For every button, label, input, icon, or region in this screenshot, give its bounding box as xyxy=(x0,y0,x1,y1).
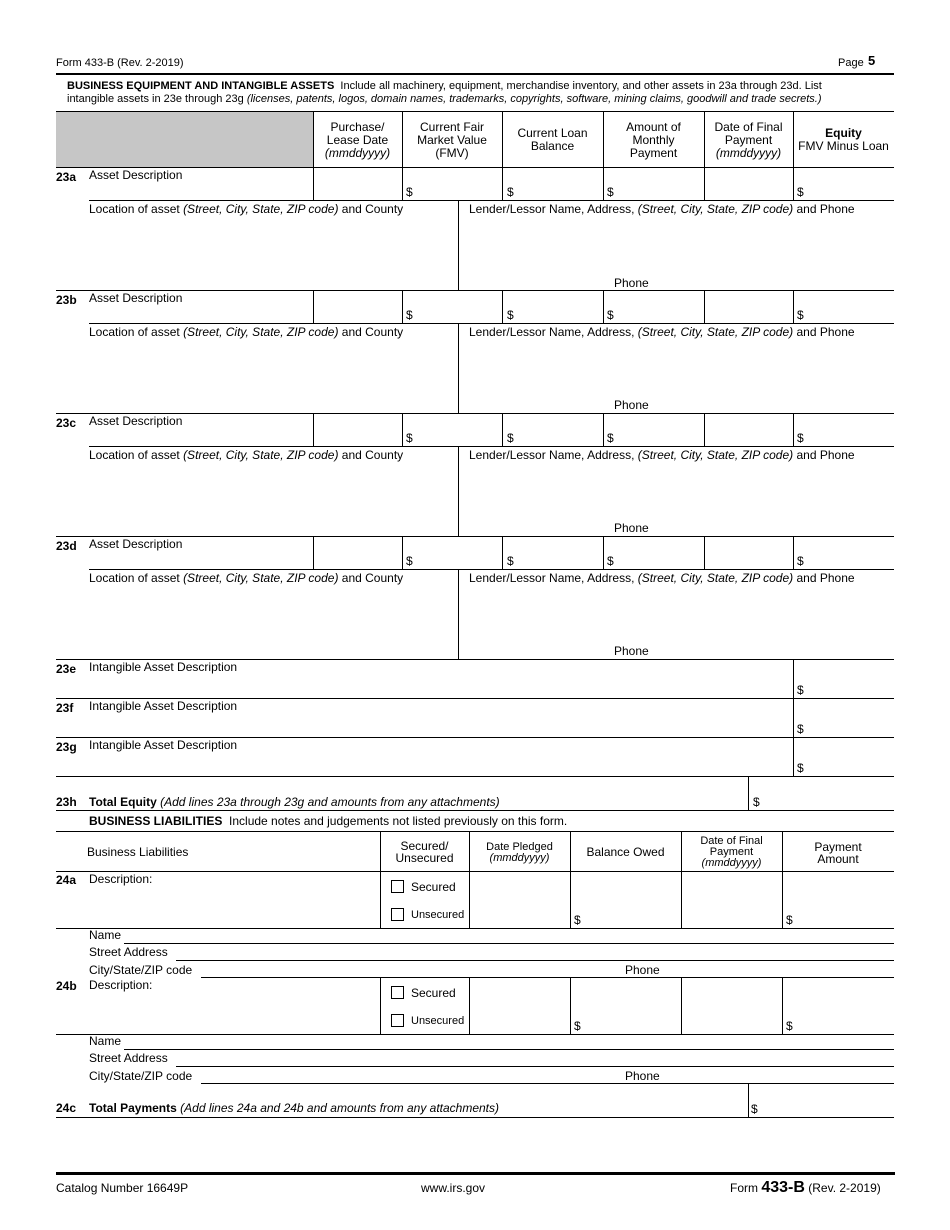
col-final-payment-line1: Date of Final xyxy=(700,835,763,847)
lender-input[interactable] xyxy=(460,341,893,397)
lender-label xyxy=(469,448,855,462)
currency-symbol: $ xyxy=(797,761,804,775)
col-secured-line1: Secured/ xyxy=(400,839,449,853)
monthly-payment-input[interactable] xyxy=(604,414,703,446)
final-payment-date-input[interactable] xyxy=(705,291,792,323)
phone-input[interactable] xyxy=(665,1068,893,1083)
currency-symbol: $ xyxy=(786,913,793,927)
section-equipment-intro: Include all machinery, equipment, merchandise inventory, and other assets in 23a through 23d. List xyxy=(340,80,822,92)
lender-label-b: and Phone xyxy=(793,448,855,462)
fmv-input[interactable] xyxy=(403,291,501,323)
secured-checkbox[interactable] xyxy=(391,880,404,893)
purchase-date-input[interactable] xyxy=(314,537,401,569)
col-divider xyxy=(458,569,459,659)
phone-label: Phone xyxy=(614,276,649,290)
location-label-a: Location of asset xyxy=(89,448,184,462)
total-equity-label xyxy=(89,795,500,809)
col-final-payment-format: (mmddyyyy) xyxy=(701,857,762,869)
location-label-a: Location of asset xyxy=(89,325,184,339)
final-payment-date-input[interactable] xyxy=(705,537,792,569)
currency-symbol: $ xyxy=(406,308,413,322)
payment-amount-input[interactable] xyxy=(783,978,893,1033)
line-number: 23a xyxy=(56,170,77,184)
description-label: Description: xyxy=(89,978,153,992)
final-payment-date-input[interactable] xyxy=(705,168,792,200)
form-prefix: Form xyxy=(730,1181,758,1195)
phone-input[interactable] xyxy=(665,962,893,977)
location-label-b: and County xyxy=(338,202,404,216)
currency-symbol: $ xyxy=(507,431,514,445)
loan-balance-input[interactable] xyxy=(503,537,602,569)
catalog-number: Catalog Number 16649P xyxy=(56,1181,189,1195)
street-address-label: Street Address xyxy=(89,1051,168,1065)
phone-label: Phone xyxy=(614,521,649,535)
secured-checkbox[interactable] xyxy=(391,986,404,999)
currency-symbol: $ xyxy=(797,185,804,199)
location-label-italic: (Street, City, State, ZIP code) xyxy=(183,571,339,585)
phone-label: Phone xyxy=(625,1069,660,1083)
fmv-input[interactable] xyxy=(403,168,501,200)
rule xyxy=(89,323,894,324)
balance-owed-input[interactable] xyxy=(571,978,680,1033)
intangible-description-input[interactable] xyxy=(89,674,791,698)
lender-label-a: Lender/Lessor Name, Address, xyxy=(469,571,638,585)
col-final-line1: Date of Final xyxy=(714,120,783,134)
secured-label: Secured xyxy=(411,986,456,1000)
name-label: Name xyxy=(89,928,122,942)
footer-rule xyxy=(56,1172,895,1175)
section-equipment-heading xyxy=(67,80,822,92)
line-number: 24b xyxy=(56,979,77,993)
total-payments-input[interactable] xyxy=(765,1085,893,1116)
page-label: Page xyxy=(838,57,864,69)
street-address-input[interactable] xyxy=(177,945,893,960)
line-number: 23d xyxy=(56,539,77,553)
lender-label-a: Lender/Lessor Name, Address, xyxy=(469,202,638,216)
section-equipment-title: BUSINESS EQUIPMENT AND INTANGIBLE ASSETS xyxy=(67,80,335,92)
asset-description-input[interactable] xyxy=(89,551,311,568)
fmv-input[interactable] xyxy=(403,414,501,446)
date-pledged-input[interactable] xyxy=(470,872,569,927)
col-fmv-line2: Market Value xyxy=(417,133,487,147)
form-revision: (Rev. 2-2019) xyxy=(808,1181,881,1195)
final-payment-date-input[interactable] xyxy=(682,978,781,1033)
col-purchase-line2: Lease Date xyxy=(326,133,389,147)
city-state-zip-input[interactable] xyxy=(203,962,598,977)
purchase-date-input[interactable] xyxy=(314,291,401,323)
currency-symbol: $ xyxy=(507,554,514,568)
lender-label xyxy=(469,202,855,216)
col-date-pledged: Date Pledged xyxy=(486,841,553,853)
liability-description-input[interactable] xyxy=(160,872,378,927)
location-label xyxy=(89,202,403,216)
rule xyxy=(56,831,894,832)
currency-symbol: $ xyxy=(797,683,804,697)
intangible-description-input[interactable] xyxy=(89,713,791,737)
page-number: 5 xyxy=(868,53,876,68)
date-pledged-input[interactable] xyxy=(470,978,569,1033)
lender-label xyxy=(469,325,855,339)
lender-label-b: and Phone xyxy=(793,571,855,585)
currency-symbol: $ xyxy=(507,308,514,322)
currency-symbol: $ xyxy=(797,722,804,736)
currency-symbol: $ xyxy=(607,554,614,568)
col-divider xyxy=(458,200,459,290)
loan-balance-input[interactable] xyxy=(503,291,602,323)
col-business-liabilities: Business Liabilities xyxy=(87,845,189,859)
col-final-format: (mmddyyyy) xyxy=(715,146,782,160)
line-number: 23f xyxy=(56,701,74,715)
total-equity-note: (Add lines 23a through 23g and amounts from any attachments) xyxy=(160,795,500,809)
currency-symbol: $ xyxy=(751,1102,758,1116)
phone-label: Phone xyxy=(625,963,660,977)
col-monthly-line2: Monthly xyxy=(632,133,675,147)
intangible-value-input[interactable] xyxy=(794,738,893,776)
rule xyxy=(124,1049,894,1050)
city-state-zip-input[interactable] xyxy=(203,1068,598,1083)
currency-symbol: $ xyxy=(406,431,413,445)
location-label xyxy=(89,448,403,462)
asset-description-label: Asset Description xyxy=(89,291,183,305)
creditor-name-input[interactable] xyxy=(125,1035,893,1049)
rule xyxy=(89,569,894,570)
total-payments-label xyxy=(89,1101,499,1115)
section-liabilities-heading xyxy=(89,814,567,828)
loan-balance-input[interactable] xyxy=(503,414,602,446)
unsecured-checkbox[interactable] xyxy=(391,1014,404,1027)
location-label xyxy=(89,325,403,339)
location-label-a: Location of asset xyxy=(89,571,184,585)
name-label: Name xyxy=(89,1034,122,1048)
creditor-name-input[interactable] xyxy=(125,929,893,943)
intangible-description-label: Intangible Asset Description xyxy=(89,738,238,752)
intro2-italic: (licenses, patents, logos, domain names, trademarks, copyrights, software, mining claims, goodwill and trade secrets.) xyxy=(246,93,822,105)
col-divider xyxy=(380,977,381,1034)
asset-description-label: Asset Description xyxy=(89,414,183,428)
phone-label: Phone xyxy=(614,398,649,412)
col-final-line2: Payment xyxy=(724,133,773,147)
currency-symbol: $ xyxy=(507,185,514,199)
currency-symbol: $ xyxy=(607,185,614,199)
asset-description-input[interactable] xyxy=(89,182,311,199)
total-payments-note: (Add lines 24a and 24b and amounts from any attachments) xyxy=(180,1101,500,1115)
section-liabilities-intro: Include notes and judgements not listed previously on this form. xyxy=(229,814,568,828)
website: www.irs.gov xyxy=(421,1181,486,1195)
col-date-pledged-format: (mmddyyyy) xyxy=(489,852,550,864)
location-label-italic: (Street, City, State, ZIP code) xyxy=(183,448,339,462)
unsecured-label: Unsecured xyxy=(411,909,465,921)
currency-symbol: $ xyxy=(797,431,804,445)
final-payment-date-input[interactable] xyxy=(705,414,792,446)
intangible-description-input[interactable] xyxy=(89,752,791,776)
description-label: Description: xyxy=(89,872,153,886)
col-loan-line1: Current Loan xyxy=(517,126,588,140)
location-label-b: and County xyxy=(338,325,404,339)
location-input[interactable] xyxy=(89,464,456,536)
city-state-zip-label: City/State/ZIP code xyxy=(89,1069,193,1083)
currency-symbol: $ xyxy=(574,1019,581,1033)
secured-label: Secured xyxy=(411,880,456,894)
rule xyxy=(89,446,894,447)
liability-description-input[interactable] xyxy=(160,978,378,1033)
lender-label-italic: (Street, City, State, ZIP code) xyxy=(637,571,794,585)
street-address-input[interactable] xyxy=(177,1051,893,1066)
currency-symbol: $ xyxy=(797,554,804,568)
city-state-zip-label: City/State/ZIP code xyxy=(89,963,193,977)
col-divider xyxy=(458,446,459,536)
location-label-b: and County xyxy=(338,448,404,462)
line-number: 24c xyxy=(56,1101,77,1115)
lender-label-a: Lender/Lessor Name, Address, xyxy=(469,448,638,462)
currency-symbol: $ xyxy=(607,431,614,445)
phone-label: Phone xyxy=(614,644,649,658)
col-divider xyxy=(458,323,459,413)
line-number: 23b xyxy=(56,293,77,307)
lender-input[interactable] xyxy=(460,218,893,274)
col-monthly-line1: Amount of xyxy=(626,120,681,134)
intangible-value-input[interactable] xyxy=(794,699,893,737)
total-payments-title: Total Payments xyxy=(89,1101,177,1115)
col-payment-amount-line2: Amount xyxy=(817,852,859,866)
rule xyxy=(176,960,894,961)
lender-label-b: and Phone xyxy=(793,202,855,216)
col-secured-line2: Unsecured xyxy=(395,851,454,865)
col-monthly-line3: Payment xyxy=(629,146,678,160)
line-number: 23c xyxy=(56,416,77,430)
location-label-a: Location of asset xyxy=(89,202,184,216)
lender-input[interactable] xyxy=(460,587,893,643)
currency-symbol: $ xyxy=(797,308,804,322)
header-rule xyxy=(56,73,894,75)
lender-label-italic: (Street, City, State, ZIP code) xyxy=(637,325,794,339)
equity-input[interactable] xyxy=(794,168,893,200)
col-divider xyxy=(748,776,749,810)
rule xyxy=(56,810,894,811)
loan-balance-input[interactable] xyxy=(503,168,602,200)
location-input[interactable] xyxy=(89,587,456,659)
line-number: 23h xyxy=(56,795,77,809)
line-number: 24a xyxy=(56,873,77,887)
payment-amount-input[interactable] xyxy=(783,872,893,927)
lender-label-italic: (Street, City, State, ZIP code) xyxy=(637,448,794,462)
monthly-payment-input[interactable] xyxy=(604,291,703,323)
location-input[interactable] xyxy=(89,341,456,413)
form-number: 433-B xyxy=(761,1179,805,1196)
currency-symbol: $ xyxy=(753,795,760,809)
col-equity-sub: FMV Minus Loan xyxy=(798,139,889,153)
lender-label-italic: (Street, City, State, ZIP code) xyxy=(637,202,794,216)
final-payment-date-input[interactable] xyxy=(682,872,781,927)
line-number: 23e xyxy=(56,662,77,676)
asset-description-input[interactable] xyxy=(89,305,311,322)
form-id: Form 433-B (Rev. 2-2019) xyxy=(56,57,184,69)
purchase-date-input[interactable] xyxy=(314,168,401,200)
col-final-payment-line2: Payment xyxy=(709,846,754,858)
lender-label-b: and Phone xyxy=(793,325,855,339)
rule xyxy=(176,1066,894,1067)
intro2-plain: intangible assets in 23e through 23g xyxy=(67,93,247,105)
currency-symbol: $ xyxy=(786,1019,793,1033)
location-label-italic: (Street, City, State, ZIP code) xyxy=(183,202,339,216)
intangible-description-label: Intangible Asset Description xyxy=(89,699,238,713)
location-label xyxy=(89,571,403,585)
location-label-b: and County xyxy=(338,571,404,585)
rule xyxy=(89,200,894,201)
location-input[interactable] xyxy=(89,218,456,290)
col-divider xyxy=(748,1084,749,1117)
currency-symbol: $ xyxy=(607,308,614,322)
section-liabilities-title: BUSINESS LIABILITIES xyxy=(89,814,223,828)
equity-input[interactable] xyxy=(794,414,893,446)
currency-symbol: $ xyxy=(406,554,413,568)
line-number: 23g xyxy=(56,740,77,754)
street-address-label: Street Address xyxy=(89,945,168,959)
location-label-italic: (Street, City, State, ZIP code) xyxy=(183,325,339,339)
unsecured-label: Unsecured xyxy=(411,1015,465,1027)
purchase-date-input[interactable] xyxy=(314,414,401,446)
col-fmv-line3: (FMV) xyxy=(435,146,469,160)
section-equipment-intro-line2 xyxy=(67,93,822,105)
monthly-payment-input[interactable] xyxy=(604,168,703,200)
currency-symbol: $ xyxy=(574,913,581,927)
equity-input[interactable] xyxy=(794,291,893,323)
unsecured-checkbox[interactable] xyxy=(391,908,404,921)
intangible-description-label: Intangible Asset Description xyxy=(89,660,238,674)
fmv-input[interactable] xyxy=(403,537,501,569)
asset-description-label: Asset Description xyxy=(89,168,183,182)
col-balance-owed: Balance Owed xyxy=(586,845,665,859)
lender-label-a: Lender/Lessor Name, Address, xyxy=(469,325,638,339)
col-purchase-format: (mmddyyyy) xyxy=(324,146,391,160)
col-payment-amount-line1: Payment xyxy=(814,840,862,854)
col-equity: Equity xyxy=(825,126,862,140)
monthly-payment-input[interactable] xyxy=(604,537,703,569)
lender-input[interactable] xyxy=(460,464,893,520)
asset-description-input[interactable] xyxy=(89,428,311,445)
intangible-value-input[interactable] xyxy=(794,660,893,698)
equity-input[interactable] xyxy=(794,537,893,569)
rule xyxy=(56,1117,894,1118)
rule xyxy=(201,1083,894,1084)
column-header-shade xyxy=(56,112,313,167)
col-fmv-line1: Current Fair xyxy=(419,120,484,134)
total-equity-input[interactable] xyxy=(765,777,893,809)
rule xyxy=(124,943,894,944)
lender-label xyxy=(469,571,855,585)
col-loan-line2: Balance xyxy=(530,139,575,153)
currency-symbol: $ xyxy=(406,185,413,199)
asset-description-label: Asset Description xyxy=(89,537,183,551)
col-purchase-line1: Purchase/ xyxy=(330,120,385,134)
total-equity-title: Total Equity xyxy=(89,795,157,809)
form-footer xyxy=(730,1181,881,1195)
balance-owed-input[interactable] xyxy=(571,872,680,927)
